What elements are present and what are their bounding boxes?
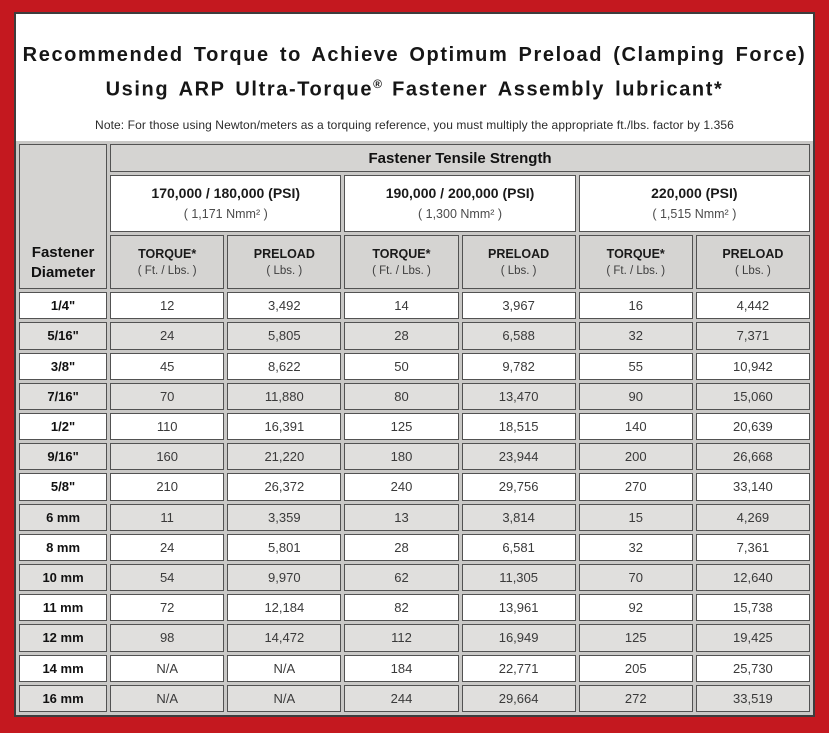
preload-value-cell: 5,801	[227, 534, 341, 561]
preload-value-cell: 25,730	[696, 655, 810, 682]
fastener-size-cell: 1/4"	[19, 292, 107, 319]
table-row	[19, 322, 810, 349]
preload-value-cell: 3,492	[227, 292, 341, 319]
torque-value-cell: 125	[344, 413, 458, 440]
fastener-size-cell: 12 mm	[19, 624, 107, 651]
preload-value-cell: 33,140	[696, 473, 810, 500]
note-text: Note: For those using Newton/meters as a torquing reference, you must multiply the appropriate ft./lbs. factor by 1.356	[95, 117, 734, 132]
preload-unit: ( Lbs. )	[266, 264, 303, 277]
preload-value-cell: 22,771	[462, 655, 576, 682]
preload-label: PRELOAD	[253, 246, 315, 261]
torque-value-cell: 11	[110, 504, 224, 531]
torque-value-cell: 15	[579, 504, 693, 531]
nmm-label: ( 1,171 Nmm² )	[183, 207, 268, 222]
corner-header-line-1: Fastener	[31, 244, 95, 262]
table-row	[19, 685, 810, 712]
psi-group-170-180	[110, 175, 341, 231]
preload-value-cell: 6,581	[462, 534, 576, 561]
preload-value-cell: 4,269	[696, 504, 810, 531]
torque-value-cell: 28	[344, 322, 458, 349]
torque-value-cell: 80	[344, 383, 458, 410]
preload-value-cell: 12,184	[227, 594, 341, 621]
fastener-size-cell: 14 mm	[19, 655, 107, 682]
torque-value-cell: 70	[110, 383, 224, 410]
table-row	[19, 534, 810, 561]
torque-value-cell: 92	[579, 594, 693, 621]
torque-value-cell: 32	[579, 322, 693, 349]
preload-value-cell: 16,391	[227, 413, 341, 440]
preload-value-cell: 14,472	[227, 624, 341, 651]
preload-label: PRELOAD	[488, 246, 550, 261]
torque-value-cell: 112	[344, 624, 458, 651]
preload-value-cell: N/A	[227, 685, 341, 712]
psi-group-190-200	[344, 175, 575, 231]
preload-value-cell: 13,961	[462, 594, 576, 621]
fastener-size-cell: 7/16"	[19, 383, 107, 410]
fastener-size-cell: 3/8"	[19, 353, 107, 380]
preload-value-cell: 7,371	[696, 322, 810, 349]
preload-value-cell: 15,060	[696, 383, 810, 410]
preload-value-cell: 3,359	[227, 504, 341, 531]
preload-value-cell: 8,622	[227, 353, 341, 380]
torque-value-cell: 32	[579, 534, 693, 561]
torque-value-cell: 72	[110, 594, 224, 621]
torque-value-cell: 180	[344, 443, 458, 470]
psi-label: 170,000 / 180,000 (PSI)	[151, 185, 301, 202]
nmm-label: ( 1,515 Nmm² )	[652, 207, 737, 222]
table-row	[19, 292, 810, 319]
fastener-size-cell: 11 mm	[19, 594, 107, 621]
preload-value-cell: 26,372	[227, 473, 341, 500]
torque-value-cell: 70	[579, 564, 693, 591]
table-row	[19, 383, 810, 410]
table-row	[19, 353, 810, 380]
torque-value-cell: 272	[579, 685, 693, 712]
preload-value-cell: N/A	[227, 655, 341, 682]
preload-value-cell: 26,668	[696, 443, 810, 470]
header-fastener-tensile-strength: Fastener Tensile Strength	[110, 144, 810, 172]
preload-value-cell: 29,664	[462, 685, 576, 712]
fastener-size-cell: 16 mm	[19, 685, 107, 712]
title-line-2-post: Fastener Assembly lubricant*	[381, 78, 724, 101]
table-row	[19, 624, 810, 651]
torque-value-cell: 184	[344, 655, 458, 682]
preload-value-cell: 21,220	[227, 443, 341, 470]
torque-value-cell: 82	[344, 594, 458, 621]
torque-value-cell: 270	[579, 473, 693, 500]
preload-value-cell: 3,814	[462, 504, 576, 531]
column-header-preload-3	[696, 235, 810, 289]
fastener-size-cell: 5/16"	[19, 322, 107, 349]
preload-value-cell: 16,949	[462, 624, 576, 651]
preload-value-cell: 29,756	[462, 473, 576, 500]
psi-label: 220,000 (PSI)	[651, 185, 738, 202]
preload-value-cell: 33,519	[696, 685, 810, 712]
preload-value-cell: 20,639	[696, 413, 810, 440]
psi-label: 190,000 / 200,000 (PSI)	[385, 185, 535, 202]
torque-value-cell: 12	[110, 292, 224, 319]
torque-value-cell: 28	[344, 534, 458, 561]
fastener-size-cell: 1/2"	[19, 413, 107, 440]
column-header-torque-3	[579, 235, 693, 289]
torque-value-cell: 14	[344, 292, 458, 319]
preload-value-cell: 6,588	[462, 322, 576, 349]
preload-label: PRELOAD	[722, 246, 784, 261]
torque-value-cell: 90	[579, 383, 693, 410]
fastener-size-cell: 8 mm	[19, 534, 107, 561]
torque-value-cell: 50	[344, 353, 458, 380]
torque-value-cell: 16	[579, 292, 693, 319]
torque-value-cell: 13	[344, 504, 458, 531]
column-header-preload-1	[227, 235, 341, 289]
table-row	[19, 504, 810, 531]
torque-label: TORQUE*	[606, 246, 665, 261]
corner-header-line-2: Diameter	[30, 264, 96, 282]
column-header-torque-2	[344, 235, 458, 289]
fastener-size-cell: 6 mm	[19, 504, 107, 531]
corner-header-fastener-diameter	[19, 144, 107, 289]
torque-label: TORQUE*	[138, 246, 197, 261]
preload-value-cell: 11,305	[462, 564, 576, 591]
preload-value-cell: 10,942	[696, 353, 810, 380]
fastener-size-cell: 9/16"	[19, 443, 107, 470]
preload-value-cell: 12,640	[696, 564, 810, 591]
preload-value-cell: 5,805	[227, 322, 341, 349]
torque-value-cell: 45	[110, 353, 224, 380]
preload-value-cell: 15,738	[696, 594, 810, 621]
group-header-row	[19, 144, 810, 172]
table-row	[19, 594, 810, 621]
column-header-torque-1	[110, 235, 224, 289]
preload-value-cell: 23,944	[462, 443, 576, 470]
preload-value-cell: 9,970	[227, 564, 341, 591]
torque-table	[16, 141, 813, 715]
preload-value-cell: 3,967	[462, 292, 576, 319]
preload-unit: ( Lbs. )	[500, 264, 537, 277]
torque-value-cell: 160	[110, 443, 224, 470]
torque-value-cell: 110	[110, 413, 224, 440]
content-panel	[14, 12, 815, 717]
table-row	[19, 413, 810, 440]
torque-value-cell: N/A	[110, 685, 224, 712]
table-body	[19, 144, 810, 712]
column-header-row	[19, 235, 810, 289]
preload-value-cell: 18,515	[462, 413, 576, 440]
fastener-size-cell: 10 mm	[19, 564, 107, 591]
preload-value-cell: 4,442	[696, 292, 810, 319]
preload-value-cell: 7,361	[696, 534, 810, 561]
torque-value-cell: 200	[579, 443, 693, 470]
torque-value-cell: 62	[344, 564, 458, 591]
preload-value-cell: 13,470	[462, 383, 576, 410]
column-header-preload-2	[462, 235, 576, 289]
table-row	[19, 473, 810, 500]
torque-value-cell: 244	[344, 685, 458, 712]
title-line-2-pre: Using ARP Ultra-Torque	[105, 78, 374, 101]
fastener-size-cell: 5/8"	[19, 473, 107, 500]
table-row	[19, 443, 810, 470]
nmm-label: ( 1,300 Nmm² )	[418, 207, 503, 222]
registered-trademark-symbol: ®	[373, 77, 382, 91]
torque-label: TORQUE*	[372, 246, 431, 261]
torque-value-cell: 240	[344, 473, 458, 500]
torque-value-cell: 98	[110, 624, 224, 651]
preload-unit: ( Lbs. )	[735, 264, 771, 277]
psi-group-220	[579, 175, 810, 231]
torque-value-cell: 54	[110, 564, 224, 591]
torque-value-cell: 210	[110, 473, 224, 500]
table-row	[19, 564, 810, 591]
torque-value-cell: N/A	[110, 655, 224, 682]
page-title	[16, 41, 813, 105]
table-row	[19, 655, 810, 682]
title-block	[16, 14, 813, 141]
torque-value-cell: 140	[579, 413, 693, 440]
torque-value-cell: 125	[579, 624, 693, 651]
torque-value-cell: 24	[110, 322, 224, 349]
preload-value-cell: 11,880	[227, 383, 341, 410]
torque-value-cell: 24	[110, 534, 224, 561]
torque-unit: ( Ft. / Lbs. )	[137, 264, 197, 277]
torque-unit: ( Ft. / Lbs. )	[606, 264, 666, 277]
title-line-1: Recommended Torque to Achieve Optimum Preload (Clamping Force)	[22, 44, 807, 66]
preload-value-cell: 9,782	[462, 353, 576, 380]
preload-value-cell: 19,425	[696, 624, 810, 651]
torque-value-cell: 205	[579, 655, 693, 682]
torque-value-cell: 55	[579, 353, 693, 380]
psi-header-row	[19, 175, 810, 231]
torque-unit: ( Ft. / Lbs. )	[372, 264, 431, 277]
